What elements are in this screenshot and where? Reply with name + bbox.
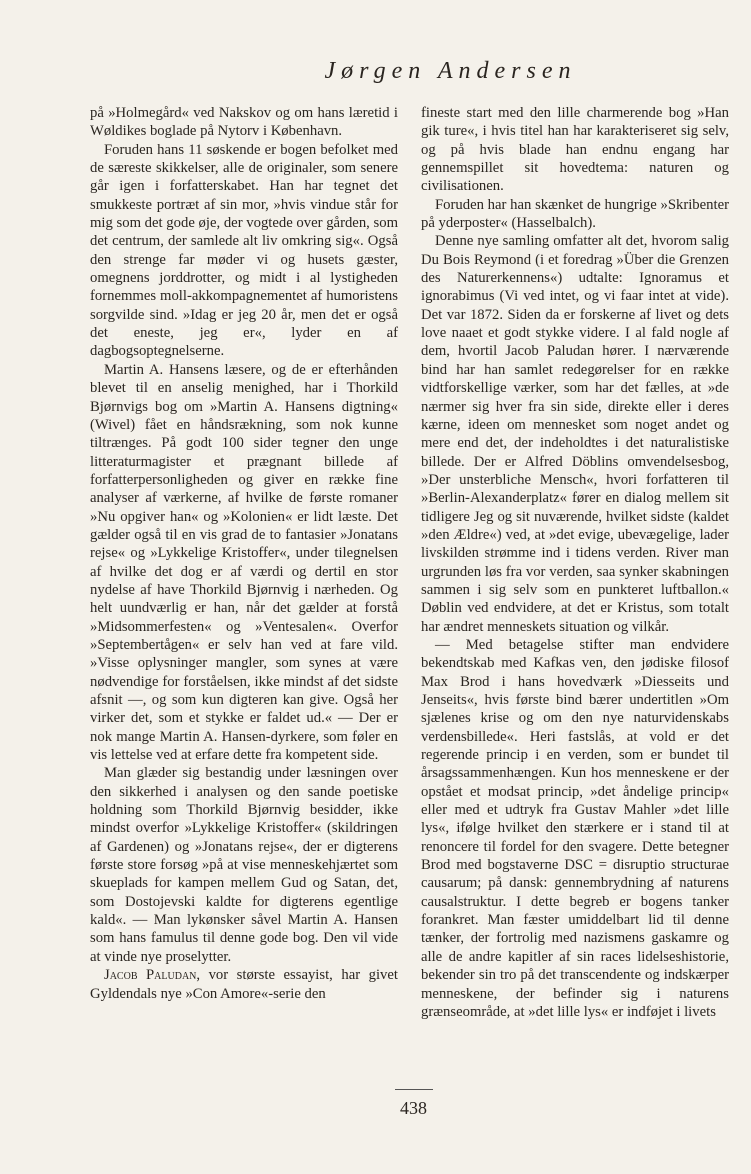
paragraph: Martin A. Hansens læsere, og de er efterhånden blevet til en anselig menighed, har i Thorkild Bjørnvigs bog om »Martin A. Hansens digtning« (Wivel) fået en håndsrækning, som nok kunne tiltrænges. På godt 100 sider tegner den unge litteraturmagister et prægnant billede af forfatterpersonligheden og giver en række fine analyser af værkerne, af hvilke de første romaner »Nu opgiver han« og »Kolonien« er lidt læste. Det gælder også til en vis grad de to fantasier »Jonatans rejse« og »Lykkelige Kristoffer«, under tilegnelsen af hvilke det dog er af værdi og dertil en stor nydelse af have Thorkild Bjørnvig i nærheden. Og helt uundværlig er han, når det gælder at forstå »Midsommerfesten« og »Ventesalen«. Overfor »Septembertågen« er selv han ved at fare vild. »Visse oplysninger mangler, som synes at være nødvendige for forståelsen, ikke mindst af det sidste afsnit —, og som kun digteren kan give. Også her virker det, som et stykke er faldet ud.« — Der er nok mange Martin A. Hansen-dyrkere, som føler en vis lettelse ved at erfare dette fra kompetent side.	[90, 361, 398, 764]
paragraph: fineste start med den lille charmerende bog »Han gik ture«, i hvis titel han har karakteriseret sig selv, og på hvis blade han endnu engang har gennemspillet sit hovedtema: naturen og civilisationen.	[421, 105, 729, 195]
paragraph: på »Holmegård« ved Nakskov og om hans læretid i Wøldikes boglade på Nytorv i København.	[90, 105, 398, 140]
right-column	[421, 104, 729, 1021]
paragraph: Denne nye samling omfatter alt det, hvorom salig Du Bois Reymond (i et foredrag »Über die Grenzen des Naturerkennens«) udtalte: Ignoramus et ignorabimus (Vi ved intet, og vi faar intet at vide). Det var 1872. Siden da er forskerne af livet og dets love naaet et godt stykke videre. I al fald nogle af dem, hvortil Jacob Paludan hører. I nærværende bind har han samlet redegørelser for en række vidtforskellige værker, som har det fælles, at »de nærmer sig hver fra sin side, direkte eller i deres kærne, ideen om mennesket som noget andet og mere end det, der indeholdtes i det naturalistiske billede. Der er Alfred Döblins omvendelsesbog, »Der unsterbliche Mensch«, hvori forfatteren til »Berlin-Alexanderplatz« fører en dialog mellem sit tidligere Jeg og sit nuværende, hvilket sidste (kaldet »den Ældre«) ved, at »det evige, ubevægelige, lader livskilden strømme ind i tidens verden. River man urgrunden løs fra vor verden, saa synker skabningen sammen i sig selv som en punkteret luftballon.« Døblin ved endvidere, at det er Kristus, som totalt har ændret menneskets situation og vilkår.	[421, 233, 729, 635]
paragraph: Jacob Paludan, vor største essayist, har givet Gyldendals nye »Con Amore«-serie den	[90, 967, 398, 1002]
paragraph: — Med betagelse stifter man endvidere bekendtskab med Kafkas ven, den jødiske filosof Max Brod i hans hovedværk »Diesseits und Jenseits«, hvis første bind bærer undertitlen »Om sjælenes krise og om den nye naturvidenskabs verdensbillede«. Heri fastslås, at vold er det regerende princip i en verden, som er bundet til årsagssammenhængen. Kun hos menneskene er der opstået et modsat princip, »det åndelige princip« eller med et udtryk fra Gustav Mahler »det lille lys«, ifølge hvilket den stærkere er i stand til at renoncere til fordel for den svagere. Dette betegner Brod med bogstaverne DSC = disruptio structurae causarum; på dansk: gennembrydning af naturens causalstruktur. I dette begreb er bogens tanker forankret. Man fæster umiddelbart lid til denne tænker, der fortrolig med nazismens gaskamre og alle de andre kapitler af sin races lidelseshistorie, bekender sin tro på det transcendente og indskærper menneskene, der befinder sig i naturens grænseområde, at »det lille lys« er indføjet i livets	[421, 636, 729, 1020]
paragraph: Foruden hans 11 søskende er bogen befolket med de særeste skikkelser, alle de originaler, som senere går igen i forfatterskabet. Han har tegnet det smukkeste portræt af sin mor, »hvis vindue står for mig som det gode øje, der vogtede over gården, som det centrum, der samlede alt liv omkring sig«. Også den strenge far møder vi og husets gæster, omegnens jorddrotter, og midt i al lystigheden fornemmes moll-akkompagnementet af humoristens sorgvilde sind. »Idag er jeg 20 år, men det er også det eneste, jeg er«, lyder en af dagbogsoptegnelserne.	[90, 141, 398, 360]
running-header: Jørgen Andersen	[324, 58, 577, 84]
paragraph: Man glæder sig bestandig under læsningen over den sikkerhed i analysen og den sande poetiske holdning som Thorkild Bjørnvig besidder, ikke mindst overfor »Lykkelige Kristoffer« (skildringen af Gardenen) og »Jonatans rejse«, der er digterens første store forsøg »på at vise menneskehjærtet som skueplads for kampen mellem Gud og Satan, det, som Dostojevski kaldte for digterens egentlige kald«. — Man lykønsker såvel Martin A. Hansen som hans famulus til denne gode bog. Den vil vide at vinde nye proselytter.	[90, 765, 398, 965]
page-number: 438	[400, 1098, 427, 1118]
left-column	[90, 104, 398, 1003]
author-name: Jacob Paludan	[104, 967, 197, 984]
paragraph: Foruden har han skænket de hungrige »Skribenter på yderposter« (Hasselbalch).	[421, 196, 729, 232]
page-number-rule	[395, 1089, 433, 1090]
